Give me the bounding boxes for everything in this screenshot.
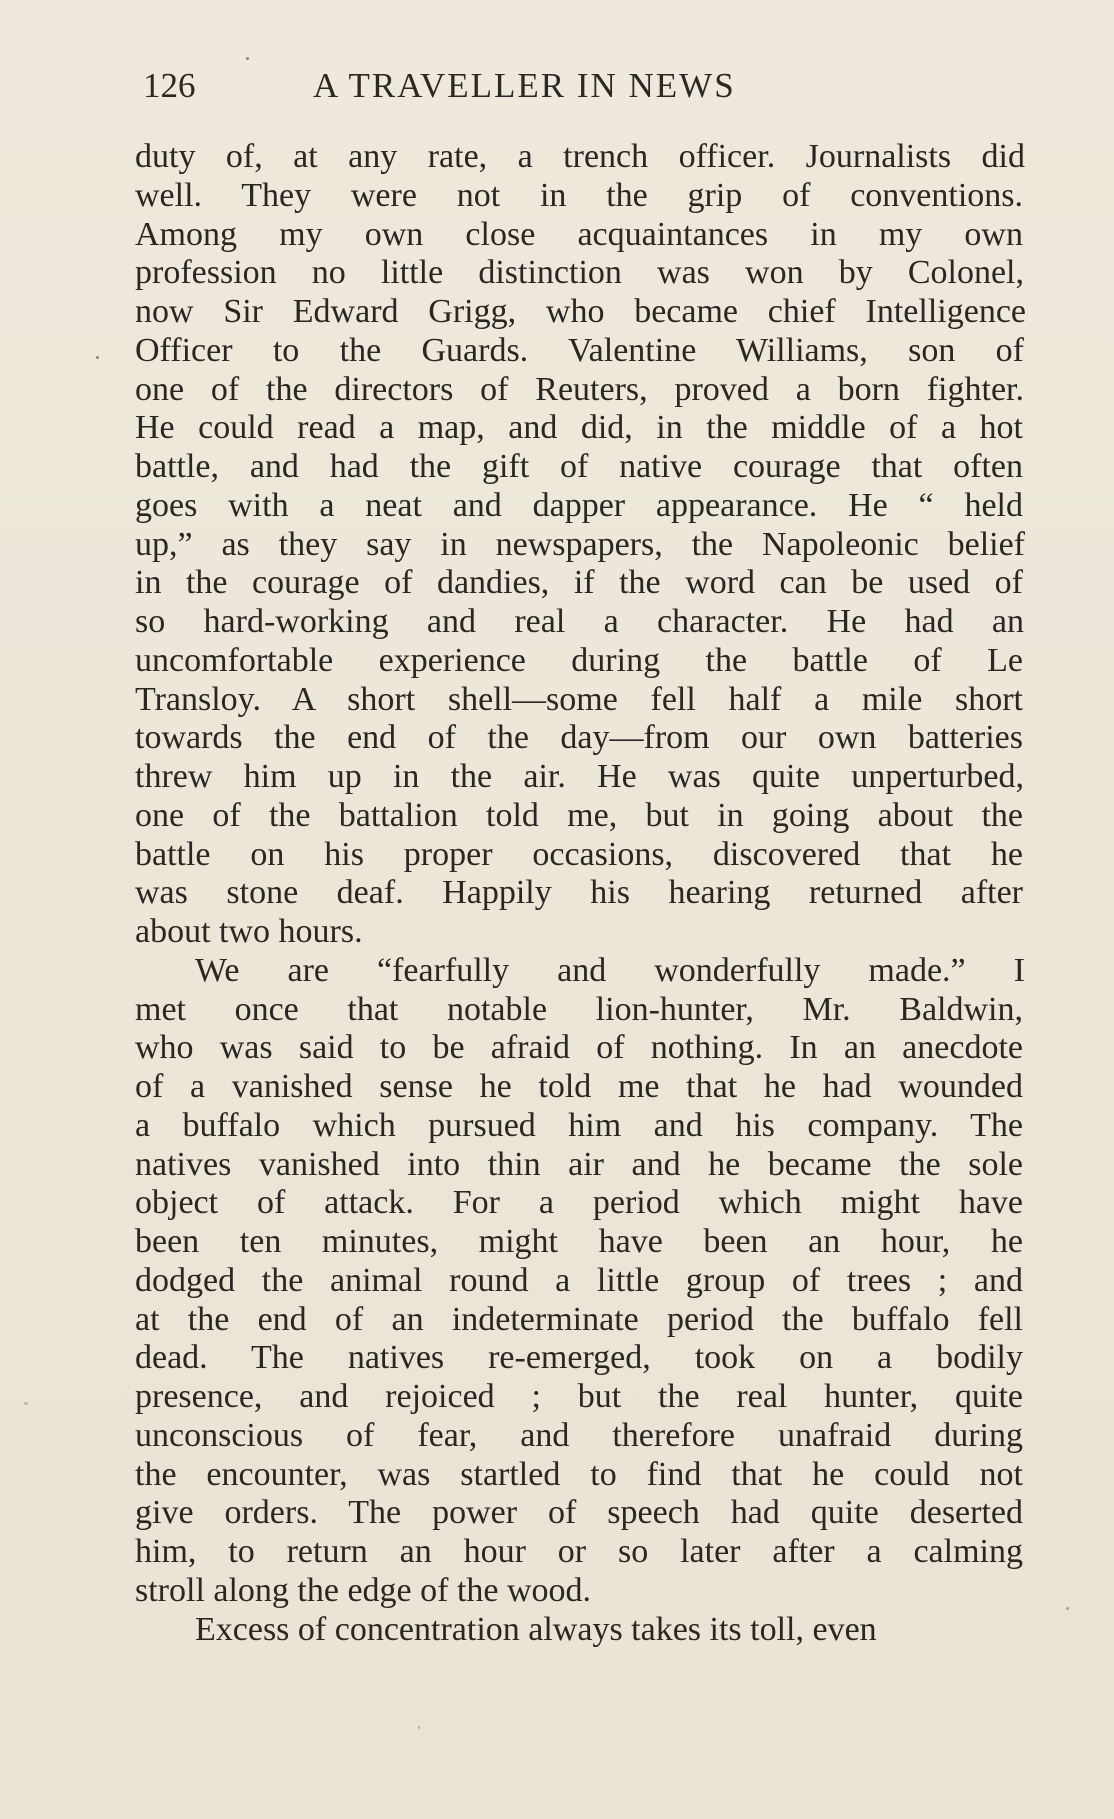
paper-speck [246, 57, 249, 60]
text-line: Transloy. A short shell—some fell half a mile short [135, 680, 1023, 718]
paragraph-start-line: Excess of concentration always takes its toll, even [195, 1610, 877, 1648]
text-line: He could read a map, and did, in the middle of a hot [135, 409, 1023, 447]
paper-speck [96, 356, 99, 359]
text-line: duty of, at any rate, a trench officer. Journalists did [135, 138, 1025, 175]
text-line: natives vanished into thin air and he became the sole [135, 1145, 1023, 1183]
text-line: Among my own close acquaintances in my own [135, 215, 1023, 253]
text-line: been ten minutes, might have been an hour, he [135, 1223, 1023, 1260]
text-line: up,” as they say in newspapers, the Napoleonic belief [135, 525, 1025, 563]
text-line: in the courage of dandies, if the word can be used of [135, 564, 1023, 602]
text-line: give orders. The power of speech had quite deserted [135, 1494, 1023, 1532]
text-line: uncomfortable experience during the battle of Le [135, 641, 1023, 679]
paragraph-start-line: We are “fearfully and wonderfully made.” I [195, 951, 1025, 989]
text-line: profession no little distinction was won by Colonel, [135, 254, 1024, 292]
text-line: one of the directors of Reuters, proved a born fighter. [135, 370, 1024, 408]
text-line: object of attack. For a period which might have [135, 1184, 1023, 1222]
text-line: him, to return an hour or so later after a calming [135, 1533, 1023, 1570]
text-line: so hard-working and real a character. He had an [135, 603, 1024, 640]
text-line: was stone deaf. Happily his hearing returned after [135, 874, 1023, 912]
text-line: met once that notable lion-hunter, Mr. Baldwin, [135, 990, 1023, 1028]
text-line: who was said to be afraid of nothing. In an anecdote [135, 1029, 1023, 1067]
text-line: battle, and had the gift of native courage that often [135, 448, 1023, 485]
running-title: A TRAVELLER IN NEWS [313, 66, 736, 105]
text-line: at the end of an indeterminate period the buffalo fell [135, 1300, 1023, 1338]
text-line: of a vanished sense he told me that he had wounded [135, 1068, 1023, 1105]
text-line: towards the end of the day—from our own batteries [135, 719, 1023, 757]
text-line: Officer to the Guards. Valentine Williams, son of [135, 331, 1024, 369]
text-line: well. They were not in the grip of conventions. [135, 176, 1023, 214]
text-line: battle on his proper occasions, discovered that he [135, 835, 1023, 873]
text-line: the encounter, was startled to find that he could not [135, 1455, 1023, 1493]
paper-speck [24, 1402, 28, 1405]
text-line: about two hours. [135, 913, 363, 950]
text-line: goes with a neat and dapper appearance. He “ held [135, 486, 1023, 524]
text-line: one of the battalion told me, but in going about the [135, 796, 1023, 834]
paper-speck [418, 1726, 420, 1729]
text-line: stroll along the edge of the wood. [135, 1571, 592, 1609]
paper-speck [1066, 1607, 1069, 1610]
text-line: now Sir Edward Grigg, who became chief Intelligence [135, 293, 1026, 330]
text-line: unconscious of fear, and therefore unafraid during [135, 1416, 1023, 1454]
text-line: threw him up in the air. He was quite unperturbed, [135, 758, 1024, 795]
text-line: dead. The natives re-emerged, took on a bodily [135, 1339, 1023, 1377]
text-line: dodged the animal round a little group of trees ; and [135, 1261, 1023, 1299]
body-text [135, 138, 1025, 1649]
page-number: 126 [143, 66, 196, 105]
page-header [143, 62, 865, 112]
text-line: presence, and rejoiced ; but the real hunter, quite [135, 1378, 1023, 1415]
text-line: a buffalo which pursued him and his company. The [135, 1106, 1023, 1144]
